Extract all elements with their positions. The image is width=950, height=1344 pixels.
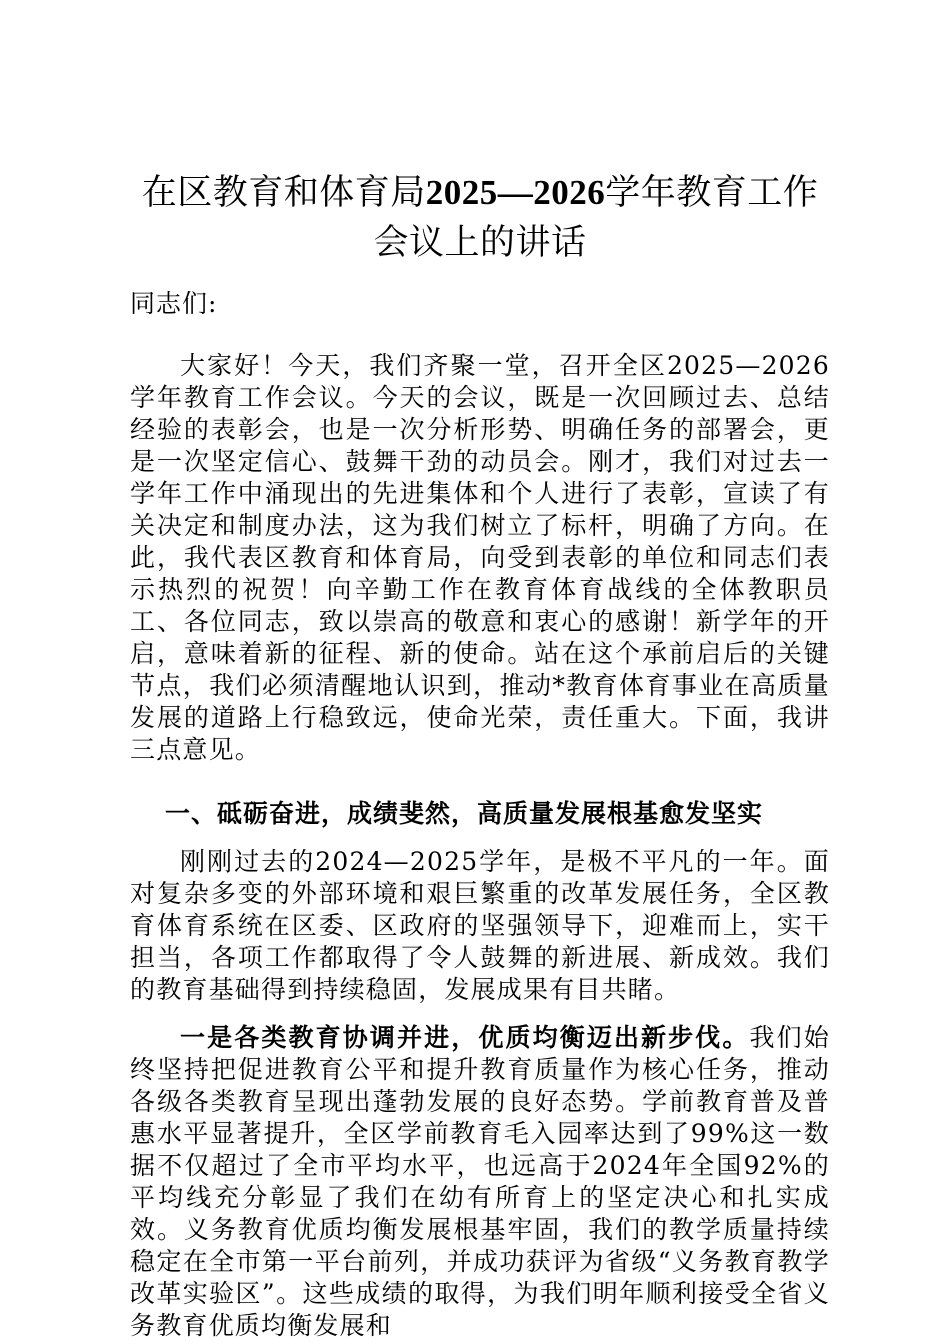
paragraph-point-one — [130, 1022, 830, 1342]
title-part1: 在区教育和体育局 — [141, 173, 426, 213]
paragraph-point-one-body: 我们始终坚持把促进教育公平和提升教育质量作为核心任务，推动各级各类教育呈现出蓬勃发展的良好态势。学前教育普及普惠水平显著提升，全区学前教育毛入园率达到了99%这一数据不仅超过了全市平均水平，也远高于2024年全国92%的平均线充分彰显了我们在幼有所育上的坚定决心和扎实成效。义务教育优质均衡发展根基牢固，我们的教学质量持续稳定在全市第一平台前列，并成功获评为省级“义务教育教学改革实验区”。这些成绩的取得，为我们明年顺利接受全省义务教育优质均衡发展和 — [130, 1023, 830, 1340]
document-page — [130, 168, 830, 1342]
document-title — [130, 168, 830, 268]
section-heading-1: 一、砥砺奋进，成绩斐然，高质量发展根基愈发坚实 — [165, 799, 764, 828]
paragraph-opening: 大家好！今天，我们齐聚一堂，召开全区2025—2026学年教育工作会议。今天的会议，既是一次回顾过去、总结经验的表彰会，也是一次分析形势、明确任务的部署会，更是一次坚定信心、鼓舞干劲的动员会。刚才，我们对过去一学年工作中涌现出的先进集体和个人进行了表彰，宣读了有关决定和制度办法，这为我们树立了标杆，明确了方向。在此，我代表区教育和体育局，向受到表彰的单位和同志们表示热烈的祝贺！向辛勤工作在教育体育战线的全体教职员工、各位同志，致以崇高的敬意和衷心的感谢！新学年的开启，意味着新的征程、新的使命。站在这个承前启后的关键节点，我们必须清醒地认识到，推动*教育体育事业在高质量发展的道路上行稳致远，使命光荣，责任重大。下面，我讲三点意见。 — [130, 351, 830, 764]
title-part2: 学年教育工作 — [605, 173, 819, 213]
title-years: 2025—2026 — [425, 173, 606, 212]
title-line2: 会议上的讲话 — [373, 223, 587, 263]
paragraph-review: 刚刚过去的2024—2025学年，是极不平凡的一年。面对复杂多变的外部环境和艰巨繁重的改革发展任务，全区教育体育系统在区委、区政府的坚强领导下，迎难而上，实干担当，各项工作都取得了令人鼓舞的新进展、新成效。我们的教育基础得到持续稳固，发展成果有目共睹。 — [130, 847, 830, 1004]
paragraph-point-one-lead: 一是各类教育协调并进，优质均衡迈出新步伐。 — [180, 1023, 750, 1052]
salutation: 同志们: — [130, 289, 218, 318]
